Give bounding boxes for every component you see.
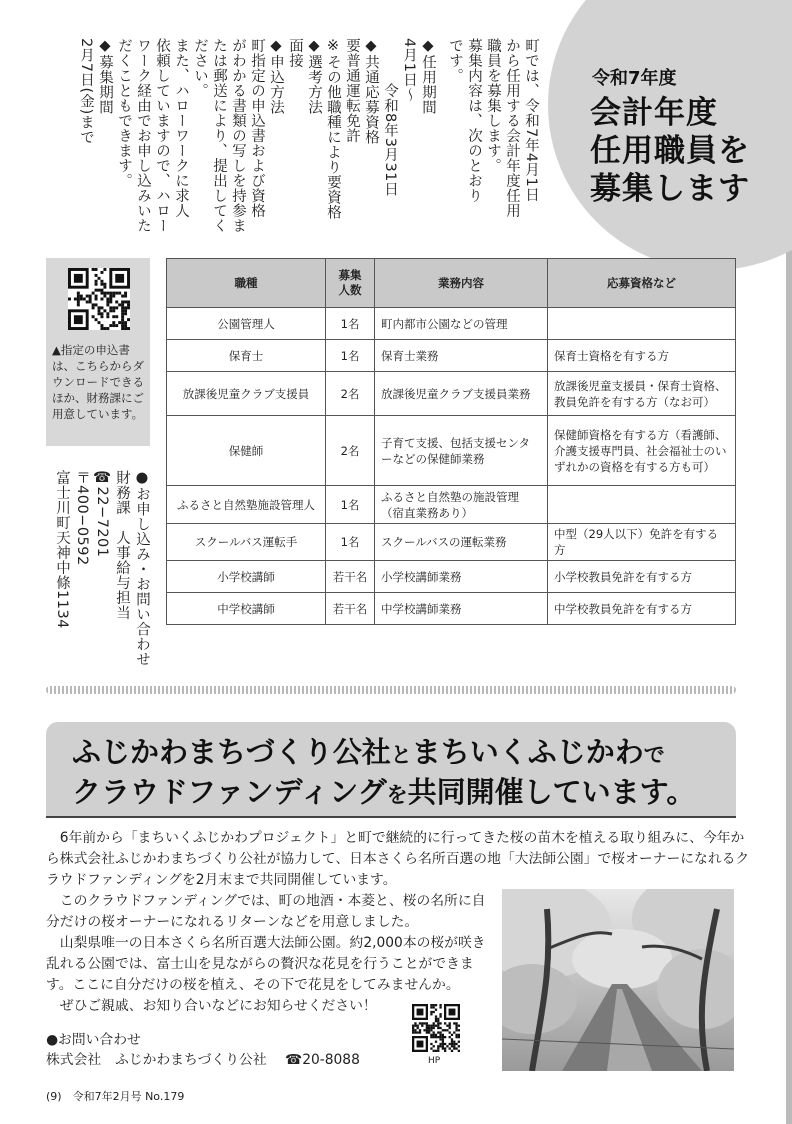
text-column: ワーク経由でお申し込みいた xyxy=(135,38,151,233)
table-row xyxy=(167,593,736,625)
banner-text: で xyxy=(643,743,665,767)
job-title-cell: 保健師 xyxy=(167,416,326,486)
text-column: 令和8年3月31日 xyxy=(382,38,398,197)
duties-cell: ふるさと自然塾の施設管理（宿直業務あり） xyxy=(375,486,548,524)
job-title-cell: 小学校講師 xyxy=(167,561,326,593)
job-title-cell: 保育士 xyxy=(167,340,326,372)
text-column: 4月1日～ xyxy=(401,38,417,103)
table-row xyxy=(167,486,736,524)
banner-underline xyxy=(46,816,736,818)
qr-note: ▲指定の申込書は、こちらからダウンロードできるほか、財務課にご用意しています。 xyxy=(52,343,144,421)
paragraph: ぜひご親戚、お知り合いなどにお知らせください！ xyxy=(46,998,377,1014)
banner-text: 共同開催しています。 xyxy=(407,775,696,809)
qualification-cell: 保育士資格を有する方 xyxy=(548,340,736,372)
headcount-cell: 1名 xyxy=(326,308,375,340)
paragraph: 山梨県唯一の日本さくら名所百選大法師公園。約2,000本の桜が咲き乱れる公園では、富士山を見ながらの贅沢な花見を行うことができます。ここに自分だけの桜を植え、その下で花見をしてみませんか。 xyxy=(46,935,486,993)
headcount-cell: 1名 xyxy=(326,524,375,561)
qr-code-icon[interactable] xyxy=(68,268,130,330)
duties-cell: 中学校講師業務 xyxy=(375,593,548,625)
table-row xyxy=(167,340,736,372)
contact-column: ●お申し込み・お問い合わせ xyxy=(134,470,150,667)
text-column: ◆任用期間 xyxy=(420,38,436,115)
text-column: 職員を募集します。 xyxy=(485,38,501,173)
text-column: ◆募集期間 xyxy=(97,38,113,115)
text-column: 要普通運転免許 xyxy=(344,38,360,143)
duties-cell: 子育て支援、包括支援センターなどの保健師業務 xyxy=(375,416,548,486)
text-column: だくこともできます。 xyxy=(116,38,132,188)
banner-text: を xyxy=(386,783,408,807)
cherry-blossom-photo xyxy=(502,889,734,1071)
inquiry-line xyxy=(46,1050,360,1070)
headcount-cell: 2名 xyxy=(326,372,375,416)
headcount-cell: 1名 xyxy=(326,340,375,372)
contact-vertical-text xyxy=(52,470,152,670)
table-header-row xyxy=(167,259,736,308)
inquiry xyxy=(46,1030,360,1070)
table-row xyxy=(167,308,736,340)
table-row xyxy=(167,416,736,486)
col-header: 業務内容 xyxy=(375,259,548,308)
hp-label: HP xyxy=(428,1056,441,1066)
paragraph: このクラウドファンディングでは、町の地酒・本菱と、桜の名所に自分だけの桜オーナーになれるリターンなどを用意しました。 xyxy=(46,893,486,930)
qualification-cell: 小学校教員免許を有する方 xyxy=(548,561,736,593)
qualification-cell xyxy=(548,486,736,524)
contact-column: 〒400−0592 xyxy=(74,470,90,566)
col-header: 募集 人数 xyxy=(326,259,375,308)
headcount-cell: 1名 xyxy=(326,486,375,524)
duties-cell: スクールバスの運転業務 xyxy=(375,524,548,561)
col-header: 職種 xyxy=(167,259,326,308)
column-gap xyxy=(437,38,445,262)
contact-column: ☎22−7201 xyxy=(94,470,110,558)
banner-text: ふじかわまちづくり公社 xyxy=(72,735,391,769)
banner-text: クラウドファンディング xyxy=(72,775,387,809)
banner-line-2 xyxy=(72,770,695,811)
qualification-cell: 中型（29人以下）免許を有する方 xyxy=(548,524,736,561)
text-column: がわかる書類の写しを持参ま xyxy=(230,38,246,233)
headcount-cell: 若干名 xyxy=(326,593,375,625)
text-column: 町指定の申込書および資格 xyxy=(249,38,265,218)
qualification-cell: 放課後児童支援員・保育士資格、教員免許を有する方（なお可） xyxy=(548,372,736,416)
col-header: 応募資格など xyxy=(548,259,736,308)
intro-vertical-text xyxy=(40,38,540,262)
inquiry-tel: ☎20-8088 xyxy=(285,1052,360,1068)
hp-qr-code-icon[interactable] xyxy=(412,1004,460,1052)
duties-cell: 小学校講師業務 xyxy=(375,561,548,593)
duties-cell: 放課後児童クラブ支援員業務 xyxy=(375,372,548,416)
contact-column: 富士川町天神中條1134 xyxy=(54,470,70,629)
text-column: です。 xyxy=(447,38,463,83)
job-title-cell: 放課後児童クラブ支援員 xyxy=(167,372,326,416)
qualification-cell xyxy=(548,308,736,340)
qr-box xyxy=(46,258,150,446)
headcount-cell: 2名 xyxy=(326,416,375,486)
text-column: 募集内容は、次のとおり xyxy=(466,38,482,203)
banner-text: まちいくふじかわ xyxy=(411,735,644,769)
jobs-table xyxy=(166,258,736,625)
text-column: ださい。 xyxy=(192,38,208,98)
title-main xyxy=(590,94,750,208)
title-year: 令和7年度 xyxy=(592,68,677,89)
article-body xyxy=(46,891,498,1017)
text-column: 町では、令和7年4月1日 xyxy=(523,38,539,203)
banner-text: と xyxy=(390,743,412,767)
job-title-cell: 中学校講師 xyxy=(167,593,326,625)
text-column: たは郵送により、提出してく xyxy=(211,38,227,233)
title-line: 募集します xyxy=(590,171,750,207)
job-title-cell: 公園管理人 xyxy=(167,308,326,340)
text-column: 面接 xyxy=(287,38,303,68)
text-column: ※その他職種により要資格 xyxy=(325,38,341,220)
divider xyxy=(46,686,736,694)
inquiry-org: 株式会社 ふじかわまちづくり公社 xyxy=(46,1052,267,1068)
table-row xyxy=(167,561,736,593)
job-title-cell: スクールバス運転手 xyxy=(167,524,326,561)
text-column: ◆選考方法 xyxy=(306,38,322,115)
paragraph: 6年前から「まちいくふじかわプロジェクト」と町で継続的に行ってきた桜の苗木を植える取り組みに、今年から株式会社ふじかわまちづくり公社が協力して、日本さくら名所百選の地「大法師公園」で桜オーナーになれるクラウドファンディングを2月末まで共同開催しています。 xyxy=(46,830,750,888)
text-column: 依頼していますので、ハロー xyxy=(154,38,170,233)
table-row xyxy=(167,372,736,416)
inquiry-label: ●お問い合わせ xyxy=(46,1032,141,1048)
qualification-cell: 保健師資格を有する方（看護師、介護支援専門員、社会福祉士のいずれかの資格を有する方も可） xyxy=(548,416,736,486)
text-column: から任用する会計年度任用 xyxy=(504,38,520,218)
job-title-cell: ふるさと自然塾施設管理人 xyxy=(167,486,326,524)
text-column: 2月7日(金)まで xyxy=(78,38,94,145)
table-row xyxy=(167,524,736,561)
text-column: ◆申込方法 xyxy=(268,38,284,115)
article-paragraph-1 xyxy=(46,828,750,891)
title-line: 任用職員を xyxy=(590,133,750,169)
text-column: また、ハローワークに求人 xyxy=(173,38,189,218)
contact-column: 財務課 人事給与担当 xyxy=(114,470,130,620)
text-column: ◆共通応募資格 xyxy=(363,38,379,145)
title-line: 会計年度 xyxy=(590,95,718,131)
duties-cell: 町内都市公園などの管理 xyxy=(375,308,548,340)
page-footer: (9) 令和7年2月号 No.179 xyxy=(46,1090,185,1103)
duties-cell: 保育士業務 xyxy=(375,340,548,372)
qualification-cell: 中学校教員免許を有する方 xyxy=(548,593,736,625)
banner-line-1 xyxy=(72,730,665,771)
headcount-cell: 若干名 xyxy=(326,561,375,593)
